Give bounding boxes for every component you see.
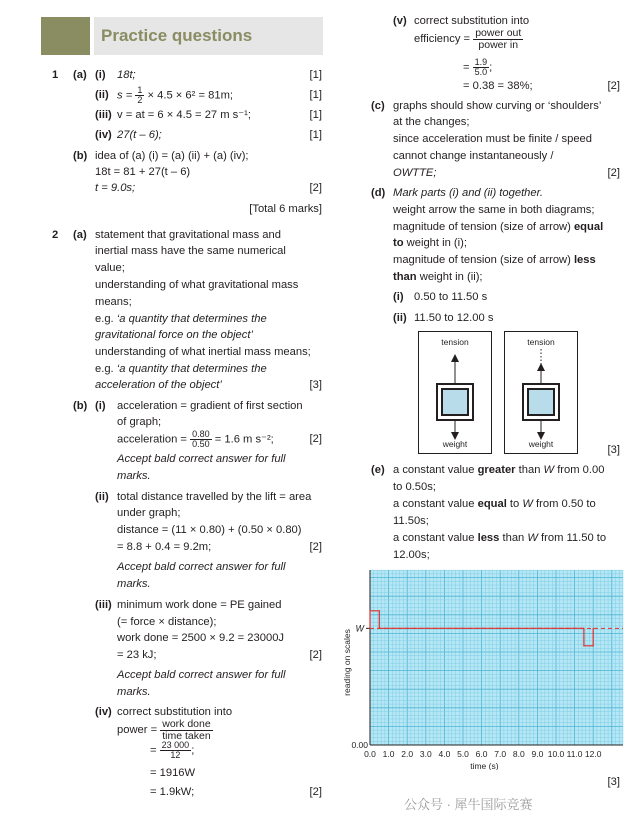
q2bv-substitution: = $\frac{1.9}{5.0}$ ; xyxy=(463,57,493,77)
data-point xyxy=(369,610,370,611)
y-tick-label: W xyxy=(355,623,364,634)
q1aiv-mark: [1] xyxy=(309,129,322,141)
q2bv-line4: = 0.38 = 38%; xyxy=(463,80,533,92)
q2c-label: (c) xyxy=(371,100,385,112)
q2dii-text: 11.50 to 12.00 s xyxy=(414,312,494,324)
q2biii-mark: [2] xyxy=(309,649,322,661)
q1b-line1: idea of (a) (i) = (a) (ii) + (a) (iv); xyxy=(95,150,249,162)
tension-label: tension xyxy=(441,337,469,347)
q2d-line3: to weight in (i); xyxy=(393,237,467,249)
q2biv-line5: = 1.9kW; xyxy=(150,786,195,798)
q2e-line3: a constant value equal to W from 0.50 to xyxy=(393,498,596,510)
q2e-line4: 11.50s; xyxy=(393,515,429,527)
q2d-intro: Mark parts (i) and (ii) together. xyxy=(393,187,544,199)
q1b-label: (b) xyxy=(73,150,88,162)
q2d-mark: [3] xyxy=(607,444,620,456)
q2bii-label: (ii) xyxy=(95,491,109,503)
q2bi-label: (i) xyxy=(95,400,106,412)
data-point xyxy=(593,645,594,646)
q2bi-accept2: marks. xyxy=(117,470,151,482)
q2bii-accept1: Accept bald correct answer for full xyxy=(117,561,286,573)
force-diagram-ii xyxy=(504,331,578,454)
q2biii-line1: minimum work done = PE gained xyxy=(117,599,282,611)
q2biii-line4: = 23 kJ; xyxy=(117,649,157,661)
data-point xyxy=(379,628,380,629)
q2biv-line4: = 1916W xyxy=(150,767,196,779)
q2-number: 2 xyxy=(52,229,59,241)
q2a-quote1-line2: gravitational force on the object’ xyxy=(95,329,253,341)
data-point xyxy=(593,628,594,629)
q2bii-line3: distance = (11 × 0.80) + (0.50 × 0.80) xyxy=(117,524,302,536)
x-tick-label: 8.0 xyxy=(512,749,525,759)
q2biii-accept1: Accept bald correct answer for full xyxy=(117,669,286,681)
q1aiv-label: (iv) xyxy=(95,129,112,141)
q2a-line: means; xyxy=(95,296,132,308)
mass-block xyxy=(436,383,474,421)
q2a-label: (a) xyxy=(73,229,87,241)
q2e-line6: 12.00s; xyxy=(393,549,430,561)
x-tick-label: 9.0 xyxy=(531,749,544,759)
force-diagram-i xyxy=(418,331,492,454)
q2bv-label: (v) xyxy=(393,15,407,27)
q1aiv-text: 27(t – 6); xyxy=(117,129,162,141)
q2bi-accept1: Accept bald correct answer for full xyxy=(117,453,286,465)
data-point xyxy=(379,610,380,611)
q2bv-line1: correct substitution into xyxy=(414,15,530,27)
q2bi-line2: of graph; xyxy=(117,416,162,428)
q2c-line: cannot change instantaneously / xyxy=(393,150,554,162)
q2bi-equation: acceleration = $\frac{0.80}{0.50}$ = 1.6 m s⁻²; xyxy=(117,429,274,449)
data-point xyxy=(369,628,370,629)
q2d-line4: magnitude of tension (size of arrow) less xyxy=(393,254,596,266)
scales-reading-chart xyxy=(340,565,630,770)
data-point xyxy=(583,628,584,629)
q2b-label: (b) xyxy=(73,400,88,412)
q2a-mark: [3] xyxy=(309,379,322,391)
q2bv-mark: [2] xyxy=(607,80,620,92)
x-tick-label: 4.0 xyxy=(438,749,451,759)
q2bii-accept2: marks. xyxy=(117,578,151,590)
watermark: 公众号 · 犀牛国际竞赛 xyxy=(404,797,533,812)
q2bii-line1: total distance travelled by the lift = area xyxy=(117,491,312,503)
q2bii-mark: [2] xyxy=(309,541,322,553)
q1aii-label: (ii) xyxy=(95,89,109,101)
q2c-mark: [2] xyxy=(607,167,620,179)
x-tick-label: 11.0 xyxy=(566,749,583,759)
q2a-line: understanding of what gravitational mass xyxy=(95,279,299,291)
q2c-line: since acceleration must be finite / speed xyxy=(393,133,592,145)
q1ai-mark: [1] xyxy=(309,69,322,81)
weight-label: weight xyxy=(528,439,554,449)
mass-block xyxy=(522,383,560,421)
q2bi-line1: acceleration = gradient of first section xyxy=(117,400,303,412)
q2a-quote2-line2: acceleration of the object’ xyxy=(95,379,222,391)
q1-total: [Total 6 marks] xyxy=(249,203,322,215)
x-tick-label: 3.0 xyxy=(419,749,432,759)
q2c-line: at the changes; xyxy=(393,116,470,128)
q2biv-line1: correct substitution into xyxy=(117,706,233,718)
q2biii-accept2: marks. xyxy=(117,686,151,698)
q2biii-label: (iii) xyxy=(95,599,112,611)
q1b-line2: 18t = 81 + 27(t – 6) xyxy=(95,166,191,178)
q1-number: 1 xyxy=(52,69,59,81)
q1aiii-text: v = at = 6 × 4.5 = 27 m s⁻¹; xyxy=(117,109,252,121)
q2biv-mark: [2] xyxy=(309,786,322,798)
header-color-block xyxy=(41,17,90,55)
x-tick-label: 10.0 xyxy=(547,749,565,759)
q2biii-line3: work done = 2500 × 9.2 = 23000J xyxy=(117,632,285,644)
q1aii-mark: [1] xyxy=(309,89,322,101)
q2di-text: 0.50 to 11.50 s xyxy=(414,291,488,303)
y-tick-label: 0.00 xyxy=(351,740,368,750)
x-tick-label: 6.0 xyxy=(475,749,488,759)
q2d-line1: weight arrow the same in both diagrams; xyxy=(393,204,595,216)
x-tick-label: 2.0 xyxy=(401,749,414,759)
q2e-line1: a constant value greater than W from 0.00 xyxy=(393,464,605,476)
q2bi-mark: [2] xyxy=(309,433,322,445)
tension-label: tension xyxy=(527,337,555,347)
q1ai-label: (i) xyxy=(95,69,106,81)
q1a-label: (a) xyxy=(73,69,87,81)
q2e-mark: [3] xyxy=(607,776,620,788)
q2a-line: statement that gravitational mass and xyxy=(95,229,281,241)
data-point xyxy=(583,645,584,646)
q1b-line3: t = 9.0s; xyxy=(95,182,136,194)
q2e-line2: to 0.50s; xyxy=(393,481,436,493)
x-tick-label: 7.0 xyxy=(494,749,507,759)
q2a-line: value; xyxy=(95,262,125,274)
q2a-quote2-line1: e.g. ‘a quantity that determines the xyxy=(95,363,267,375)
x-tick-label: 5.0 xyxy=(457,749,469,759)
q2bii-line4: = 8.8 + 0.4 = 9.2m; xyxy=(117,541,212,553)
x-tick-label: 0.0 xyxy=(364,749,376,759)
page-title: Practice questions xyxy=(101,26,253,45)
q1b-mark: [2] xyxy=(309,182,322,194)
q1aiii-label: (iii) xyxy=(95,109,112,121)
q2biv-power-eq: power = $\frac{\text{work done}}{\text{time taken}}$ xyxy=(117,717,211,742)
q2d-line2: magnitude of tension (size of arrow) equal xyxy=(393,221,604,233)
q2d-line5: than weight in (ii); xyxy=(393,271,483,283)
weight-label: weight xyxy=(442,439,468,449)
q2biv-substitution: = $\frac{23 000}{12}$ ; xyxy=(150,740,195,760)
q2e-line5: a constant value less than W from 11.50 to xyxy=(393,532,607,544)
q2bii-line2: under graph; xyxy=(117,507,181,519)
y-axis-label: reading on scales xyxy=(342,629,352,696)
x-tick-label: 1.0 xyxy=(382,749,395,759)
q2d-label: (d) xyxy=(371,187,386,199)
q2biii-line2: (= force × distance); xyxy=(117,616,217,628)
q1aii-text: s = $\frac{1}{2}$ × 4.5 × 6² = 81m; xyxy=(117,85,233,105)
q2bv-efficiency-eq: efficiency = $\frac{\text{power out}}{\text{power in}}$ xyxy=(414,26,522,51)
q2c-line: graphs should show curving or ‘shoulders’ xyxy=(393,100,602,112)
q2biv-label: (iv) xyxy=(95,706,112,718)
q2di-label: (i) xyxy=(393,291,404,303)
q1aiii-mark: [1] xyxy=(309,109,322,121)
q2a-quote1-line1: e.g. ‘a quantity that determines the xyxy=(95,313,267,325)
q2a-line: inertial mass have the same numerical xyxy=(95,245,286,257)
q2c-line: OWTTE; xyxy=(393,167,437,179)
q2e-label: (e) xyxy=(371,464,385,476)
q2dii-label: (ii) xyxy=(393,312,407,324)
q1ai-text: 18t; xyxy=(117,69,136,81)
x-tick-label: 12.0 xyxy=(584,749,602,759)
x-axis-label: time (s) xyxy=(470,761,499,770)
q2a-line: understanding of what inertial mass means; xyxy=(95,346,311,358)
